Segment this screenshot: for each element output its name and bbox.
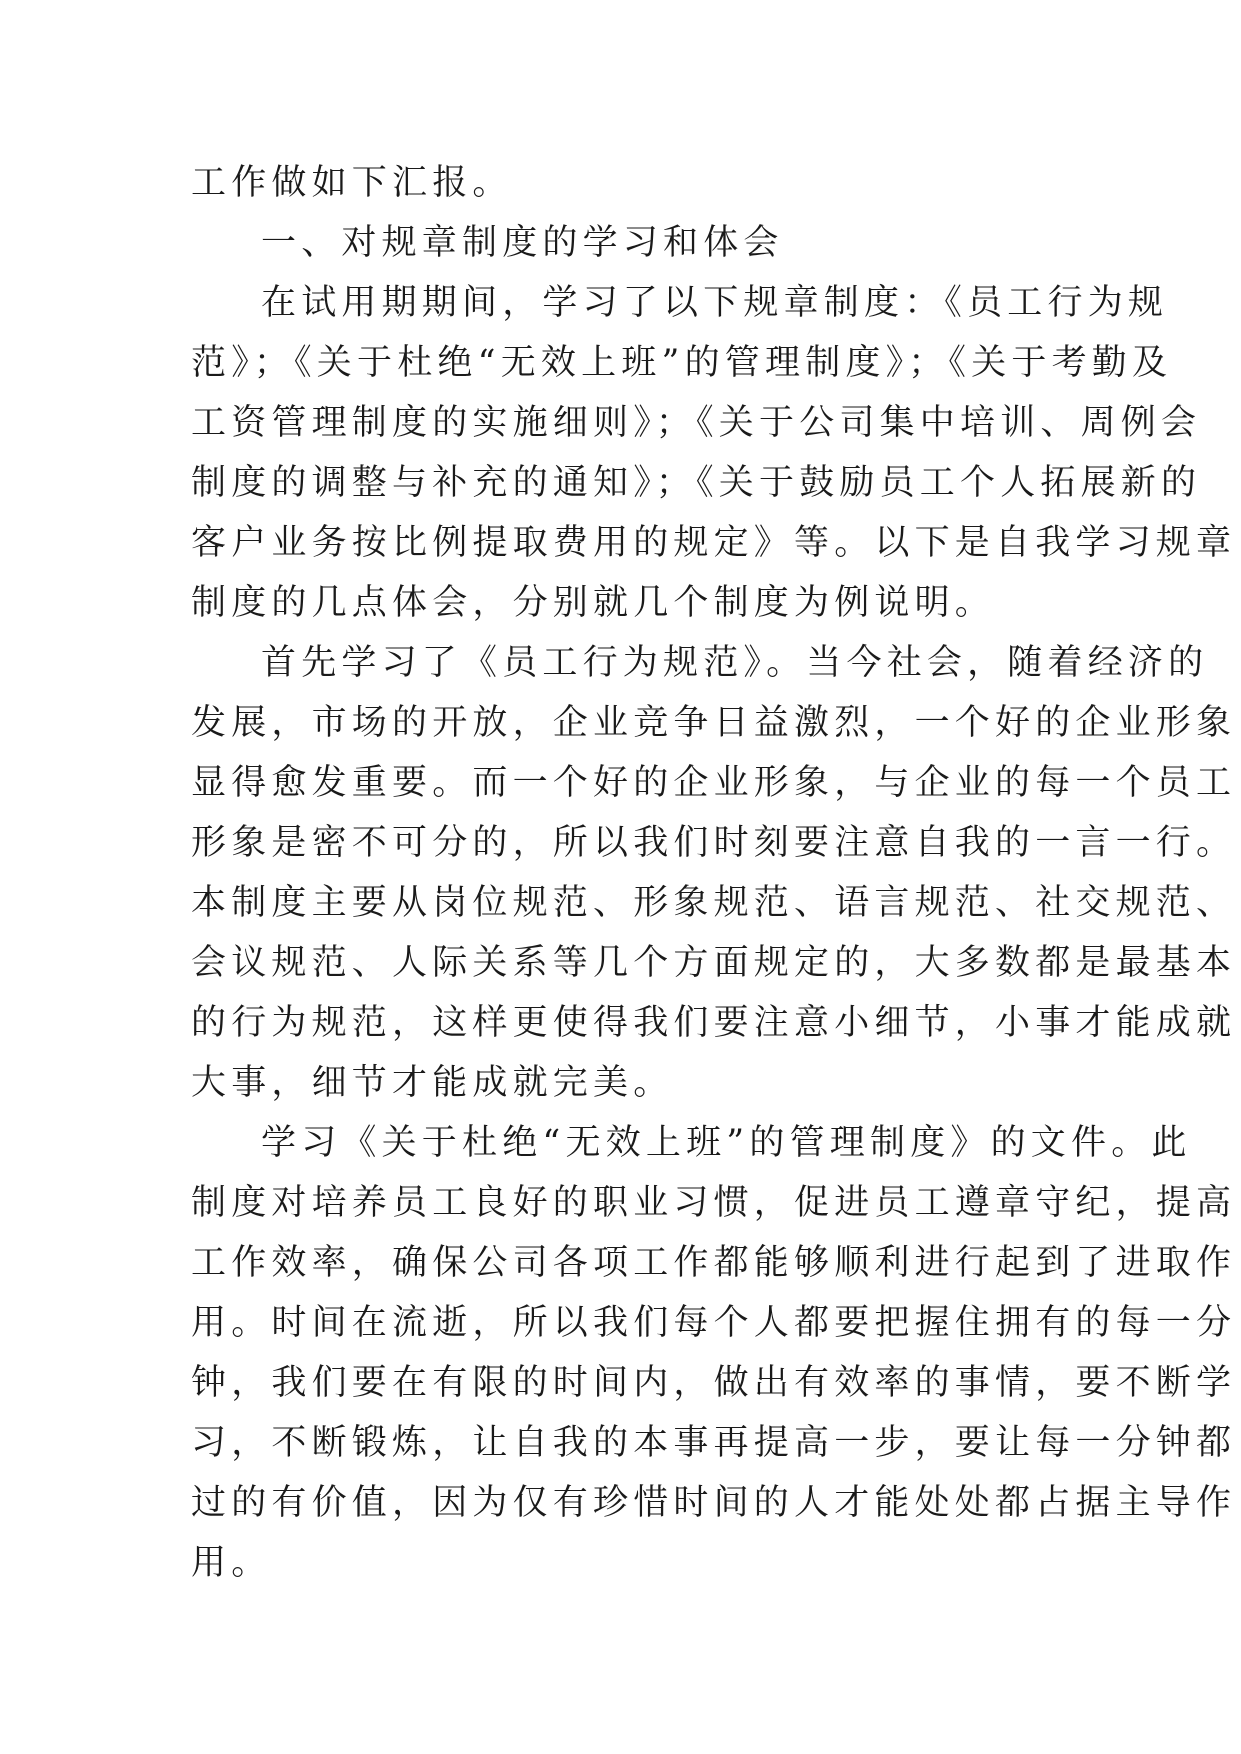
- paragraph-line: 习，不断锻炼，让自我的本事再提高一步，要让每一分钟都: [191, 1423, 1237, 1463]
- section-heading: 一、对规章制度的学习和体会: [261, 223, 784, 263]
- paragraph-line: 钟，我们要在有限的时间内，做出有效率的事情，要不断学: [191, 1363, 1237, 1403]
- paragraph-line: 工作效率，确保公司各项工作都能够顺利进行起到了进取作: [191, 1243, 1237, 1283]
- paragraph-line: 形象是密不可分的，所以我们时刻要注意自我的一言一行。: [191, 823, 1237, 863]
- paragraph-line: 制度的几点体会，分别就几个制度为例说明。: [191, 583, 996, 623]
- text-line: 工作做如下汇报。: [191, 163, 513, 203]
- paragraph-line: 发展，市场的开放，企业竞争日益激烈，一个好的企业形象: [191, 703, 1237, 743]
- paragraph-line: 的行为规范，这样更使得我们要注意小细节，小事才能成就: [191, 1003, 1237, 1043]
- paragraph-line: 客户业务按比例提取费用的规定》等。以下是自我学习规章: [191, 523, 1237, 563]
- paragraph-line: 大事，细节才能成就完美。: [191, 1063, 674, 1103]
- paragraph-line: 工资管理制度的实施细则》；《关于公司集中培训、周例会: [191, 403, 1202, 443]
- paragraph-line: 首先学习了《员工行为规范》。当今社会，随着经济的: [261, 643, 1209, 683]
- document-body: [191, 153, 1237, 1593]
- paragraph-line: 本制度主要从岗位规范、形象规范、语言规范、社交规范、: [191, 883, 1237, 923]
- paragraph-line: 范》；《关于杜绝“无效上班”的管理制度》；《关于考勤及: [191, 343, 1173, 383]
- paragraph-line: 显得愈发重要。而一个好的企业形象，与企业的每一个员工: [191, 763, 1237, 803]
- paragraph-line: 过的有价值，因为仅有珍惜时间的人才能处处都占据主导作: [191, 1483, 1237, 1523]
- paragraph-line: 学习《关于杜绝“无效上班”的管理制度》的文件。此: [261, 1123, 1192, 1163]
- paragraph-line: 制度的调整与补充的通知》；《关于鼓励员工个人拓展新的: [191, 463, 1202, 503]
- paragraph-line: 在试用期期间，学习了以下规章制度：《员工行为规: [261, 283, 1169, 323]
- paragraph-line: 用。: [191, 1543, 272, 1583]
- paragraph-line: 制度对培养员工良好的职业习惯，促进员工遵章守纪，提高: [191, 1183, 1237, 1223]
- paragraph-line: 会议规范、人际关系等几个方面规定的，大多数都是最基本: [191, 943, 1237, 983]
- paragraph-line: 用。时间在流逝，所以我们每个人都要把握住拥有的每一分: [191, 1303, 1237, 1343]
